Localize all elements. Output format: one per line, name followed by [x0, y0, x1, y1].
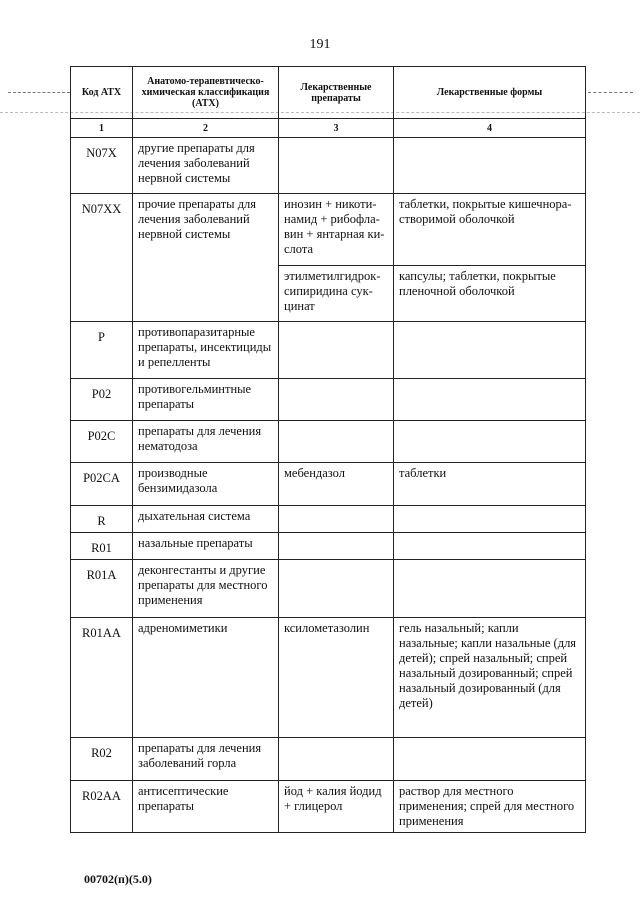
atx-code: P02CA [71, 463, 133, 506]
header-code: Код АТХ [71, 67, 133, 119]
atx-table [70, 66, 586, 833]
atx-classification: производные бензимидазола [133, 463, 279, 506]
column-number: 1 [71, 119, 133, 138]
drug-cell: инозин + никоти-намид + рибофла-вин + янтарная ки-слота [279, 194, 394, 266]
atx-code: N07XX [71, 194, 133, 322]
form-cell [394, 560, 586, 618]
header-drugs: Лекарственные препараты [279, 67, 394, 119]
form-cell [394, 379, 586, 421]
table-row [71, 738, 586, 781]
drug-cell: мебендазол [279, 463, 394, 506]
table-row [71, 533, 586, 560]
table-row [71, 560, 586, 618]
atx-classification: деконгестанты и другие препараты для местного применения [133, 560, 279, 618]
table-row [71, 506, 586, 533]
atx-classification: адреномиметики [133, 618, 279, 738]
column-number: 2 [133, 119, 279, 138]
atx-classification: другие препараты для лечения заболеваний нервной системы [133, 138, 279, 194]
drug-cell [279, 138, 394, 194]
atx-classification: препараты для лечения нематодоза [133, 421, 279, 463]
table-row [71, 463, 586, 506]
atx-code: N07X [71, 138, 133, 194]
table-row [71, 421, 586, 463]
drug-cell [279, 322, 394, 379]
atx-classification: прочие препараты для лечения заболеваний нервной системы [133, 194, 279, 322]
form-cell [394, 421, 586, 463]
form-cell: таблетки [394, 463, 586, 506]
document-code: 00702(п)(5.0) [84, 872, 152, 886]
table-row [71, 138, 586, 194]
scan-artifact-line [588, 92, 633, 93]
table-row [71, 781, 586, 833]
atx-code: P [71, 322, 133, 379]
drug-cell: ксилометазолин [279, 618, 394, 738]
table-row [71, 379, 586, 421]
table-header-row [71, 67, 586, 119]
drug-cell: йод + калия йодид + глицерол [279, 781, 394, 833]
form-cell [394, 322, 586, 379]
drug-cell [279, 738, 394, 781]
scan-artifact-line [8, 92, 70, 93]
page-number: 191 [309, 37, 331, 52]
atx-classification: дыхательная система [133, 506, 279, 533]
column-number-row [71, 119, 586, 138]
form-cell [394, 738, 586, 781]
drug-cell [279, 506, 394, 533]
atx-code: R02AA [71, 781, 133, 833]
form-cell [394, 506, 586, 533]
table-row [71, 194, 586, 266]
drug-cell: этилметилгидрок-сипиридина сук-цинат [279, 266, 394, 322]
column-number: 3 [279, 119, 394, 138]
form-cell [394, 138, 586, 194]
form-cell: раствор для местного применения; спрей для местного применения [394, 781, 586, 833]
header-forms: Лекарственные формы [394, 67, 586, 119]
atx-code: R01 [71, 533, 133, 560]
drug-cell [279, 560, 394, 618]
atx-code: R [71, 506, 133, 533]
atx-code: R01AA [71, 618, 133, 738]
table-row [71, 322, 586, 379]
atx-classification: противопаразитарные препараты, инсектициды и репелленты [133, 322, 279, 379]
drug-cell [279, 379, 394, 421]
atx-classification: противогельминтные препараты [133, 379, 279, 421]
atx-code: R01A [71, 560, 133, 618]
column-number: 4 [394, 119, 586, 138]
form-cell: таблетки, покрытые кишечнора-створимой оболочкой [394, 194, 586, 266]
table-row [71, 618, 586, 738]
atx-code: R02 [71, 738, 133, 781]
atx-classification: антисептические препараты [133, 781, 279, 833]
atx-classification: назальные препараты [133, 533, 279, 560]
atx-code: P02 [71, 379, 133, 421]
form-cell [394, 533, 586, 560]
drug-cell [279, 421, 394, 463]
drug-cell [279, 533, 394, 560]
atx-classification: препараты для лечения заболеваний горла [133, 738, 279, 781]
form-cell: капсулы; таблетки, покрытые пленочной оболочкой [394, 266, 586, 322]
header-classification: Анатомо-терапевтическо-химическая классификация (АТХ) [133, 67, 279, 119]
form-cell: гель назальный; капли назальные; капли назальные (для детей); спрей назальный; спрей назальный дозированный; спрей назальный дозированный (для детей) [394, 618, 586, 738]
atx-code: P02C [71, 421, 133, 463]
